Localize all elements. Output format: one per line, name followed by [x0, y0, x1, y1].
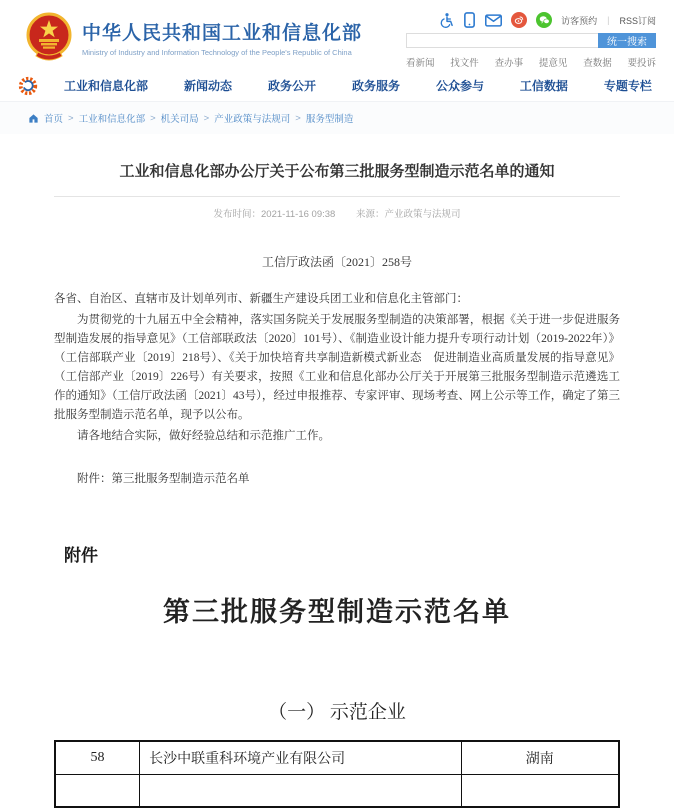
province-cell	[461, 774, 619, 807]
national-emblem-icon	[26, 12, 72, 62]
province-cell: 湖南	[461, 741, 619, 774]
breadcrumb-departments[interactable]: 机关司局	[160, 114, 199, 125]
breadcrumb-home[interactable]: 首页	[44, 114, 64, 125]
nav-item-gov-open[interactable]: 政务公开	[267, 79, 316, 93]
quick-link-files[interactable]: 找文件	[450, 58, 479, 69]
breadcrumb-separator: >	[203, 112, 210, 124]
article-source: 来源：产业政策与法规司	[355, 209, 461, 220]
salutation: 各省、自治区、直辖市及计划单列市、新疆生产建设兵团工业和信息化主管部门：	[54, 293, 468, 305]
nav-item-participation[interactable]: 公众参与	[435, 79, 484, 93]
nav-items	[64, 77, 652, 94]
paragraph-2: 请各地结合实际，做好经验总结和示范推广工作。	[77, 430, 330, 442]
site-brand	[26, 8, 362, 66]
rss-subscribe-link[interactable]: RSS订阅	[619, 15, 656, 26]
quick-links	[406, 53, 656, 69]
site-title: 中华人民共和国工业和信息化部	[82, 22, 363, 44]
mail-icon[interactable]	[485, 14, 502, 27]
visitor-appointment-link[interactable]: 访客预约	[561, 15, 598, 26]
brand-text	[82, 18, 362, 57]
nav-item-ministry[interactable]: 工业和信息化部	[64, 79, 149, 93]
search-button[interactable]: 统一搜索	[598, 33, 656, 48]
mobile-icon[interactable]	[463, 12, 476, 28]
quick-link-services[interactable]: 查办事	[494, 58, 524, 69]
document-body	[54, 253, 620, 489]
article-meta	[54, 206, 620, 220]
site-header	[0, 0, 674, 70]
nav-item-data[interactable]: 工信数据	[519, 79, 568, 93]
nav-item-gov-service[interactable]: 政务服务	[351, 79, 400, 93]
main-nav	[0, 70, 674, 102]
site-subtitle: Ministry of Industry and Information Technology of the People's Republic of China	[82, 47, 352, 57]
quick-link-suggest[interactable]: 提意见	[538, 58, 568, 69]
company-name-cell: 长沙中联重科环境产业有限公司	[140, 741, 461, 774]
breadcrumb-separator: >	[150, 112, 156, 124]
attachment-line: 附件：第三批服务型制造示范名单	[77, 473, 250, 485]
quick-link-news[interactable]: 看新闻	[406, 58, 435, 69]
document-number: 工信厅政法函〔2021〕258号	[261, 255, 412, 269]
publish-time: 发布时间：2021-11-16 09:38	[213, 209, 336, 220]
wechat-icon[interactable]	[536, 12, 552, 28]
paragraph-1: 为贯彻党的十九届五中全会精神，落实国务院关于发展服务型制造的决策部署，根据《关于进一步促进服务型制造发展的指导意见》（工信部联政法〔2020〕101号）、《制造业设计能力提升专项行动计划（2019-2022年）》（工信部联产业〔2019〕218号）、《关于加快培育共享制造新模式新业态 促进制造业高质量发展的指导意见》（工信部产业〔2019〕226号）有关要求，按照《工业和信息化部办公厅关于开展第三批服务型制造示范遴选工作的通知》（工信厅政法函〔2021〕43号），经过申报推荐、专家评审、现场考查、网上公示等工作，确定了第三批服务型制造示范名单，现予以公布。	[54, 314, 620, 421]
table-row	[55, 741, 619, 774]
company-name-cell	[140, 774, 461, 807]
breadcrumb-ministry[interactable]: 工业和信息化部	[78, 114, 146, 125]
search-bar	[406, 33, 656, 48]
header-link-divider: |	[607, 15, 610, 25]
breadcrumb-current: 服务型制造	[305, 114, 354, 125]
row-number-cell	[55, 774, 140, 807]
table-row-clipped	[55, 774, 619, 807]
attachment-title: 第三批服务型制造示范名单	[163, 597, 511, 627]
section-title-demo-enterprises: （一） 示范企业	[268, 702, 406, 723]
breadcrumb-separator: >	[295, 112, 301, 124]
header-tools	[406, 8, 656, 69]
breadcrumb-separator: >	[68, 112, 74, 124]
row-number-cell: 58	[55, 741, 140, 774]
attachment-section	[0, 541, 674, 808]
weibo-icon[interactable]	[511, 12, 527, 28]
quick-link-complaint[interactable]: 要投诉	[627, 58, 656, 69]
quick-link-data[interactable]: 查数据	[583, 58, 612, 69]
header-icon-row	[406, 12, 656, 28]
nav-item-topics[interactable]: 专题专栏	[603, 79, 652, 93]
breadcrumb	[0, 102, 674, 134]
accessibility-icon[interactable]	[438, 12, 454, 28]
nav-item-news[interactable]: 新闻动态	[183, 79, 232, 93]
search-input[interactable]	[406, 33, 598, 48]
home-icon[interactable]	[28, 113, 39, 124]
title-divider	[54, 196, 620, 197]
enterprise-table	[54, 740, 620, 808]
gear-logo-icon	[18, 76, 38, 96]
article-title: 工业和信息化部办公厅关于公布第三批服务型制造示范名单的通知	[119, 163, 555, 180]
attachment-heading: 附件	[64, 546, 98, 565]
breadcrumb-policy-dept[interactable]: 产业政策与法规司	[214, 114, 291, 125]
article	[54, 160, 620, 489]
